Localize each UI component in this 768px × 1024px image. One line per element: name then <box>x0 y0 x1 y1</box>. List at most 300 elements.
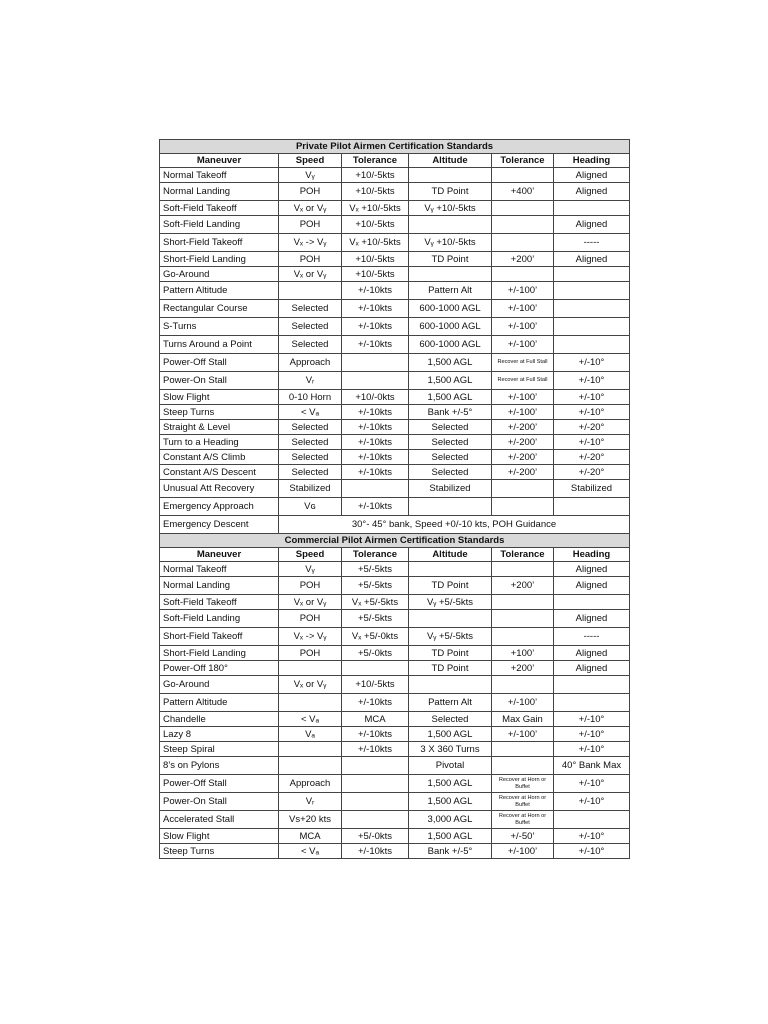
cell-altitude <box>409 498 492 516</box>
cell-heading <box>554 694 630 712</box>
cell-speed-tolerance: +5/-5kts <box>342 610 409 628</box>
cell-maneuver: Chandelle <box>160 712 279 727</box>
table-row <box>160 694 630 712</box>
cell-altitude-tolerance <box>492 201 554 216</box>
table-row <box>160 354 630 372</box>
table-row <box>160 676 630 694</box>
cell-heading <box>554 201 630 216</box>
cell-speed-tolerance: +10/-5kts <box>342 676 409 694</box>
cell-speed <box>279 661 342 676</box>
cell-altitude: Selected <box>409 450 492 465</box>
cell-speed-tolerance <box>342 354 409 372</box>
cell-altitude-tolerance <box>492 742 554 757</box>
cell-maneuver: Lazy 8 <box>160 727 279 742</box>
cell-speed: POH <box>279 183 342 201</box>
cell-altitude-tolerance <box>492 354 554 372</box>
cell-altitude: Vᵧ +10/-5kts <box>409 201 492 216</box>
table-row <box>160 372 630 390</box>
cell-speed-tolerance <box>342 775 409 793</box>
cell-speed-tolerance: +10/-0kts <box>342 390 409 405</box>
cell-speed-tolerance <box>342 811 409 829</box>
cell-heading: +/-10° <box>554 793 630 811</box>
cell-heading: +/-10° <box>554 354 630 372</box>
cell-maneuver: Steep Turns <box>160 405 279 420</box>
cell-maneuver: Slow Flight <box>160 829 279 844</box>
cell-maneuver: Constant A/S Climb <box>160 450 279 465</box>
cell-speed-tolerance: Vₓ +5/-0kts <box>342 628 409 646</box>
cell-maneuver: Power-Off Stall <box>160 354 279 372</box>
cell-altitude-tolerance: +/-100’ <box>492 694 554 712</box>
cell-maneuver: Steep Spiral <box>160 742 279 757</box>
cell-altitude-tolerance: +/-200’ <box>492 450 554 465</box>
cell-speed: POH <box>279 577 342 595</box>
cell-altitude: 1,500 AGL <box>409 354 492 372</box>
cell-speed: Selected <box>279 450 342 465</box>
cell-heading: +/-10° <box>554 405 630 420</box>
cell-maneuver: Go-Around <box>160 676 279 694</box>
cell-heading: +/-10° <box>554 435 630 450</box>
cell-maneuver: Go-Around <box>160 267 279 282</box>
cell-altitude-tolerance: +/-100’ <box>492 300 554 318</box>
cell-altitude: Vᵧ +5/-5kts <box>409 595 492 610</box>
cell-speed-tolerance: +/-10kts <box>342 742 409 757</box>
cell-altitude-tolerance: +100’ <box>492 646 554 661</box>
cell-heading <box>554 676 630 694</box>
table-row <box>160 480 630 498</box>
cell-speed-tolerance: +5/-0kts <box>342 646 409 661</box>
cell-heading <box>554 595 630 610</box>
cell-heading <box>554 811 630 829</box>
cell-maneuver: Slow Flight <box>160 390 279 405</box>
cell-altitude-tolerance: +/-100’ <box>492 844 554 859</box>
cell-altitude: Pattern Alt <box>409 282 492 300</box>
cell-speed: Vᵣ <box>279 372 342 390</box>
cell-maneuver: Power-Off Stall <box>160 775 279 793</box>
cell-speed: Vᵣ <box>279 793 342 811</box>
cell-altitude-tolerance <box>492 793 554 811</box>
cell-heading: Aligned <box>554 577 630 595</box>
cell-maneuver: Short-Field Landing <box>160 646 279 661</box>
cell-altitude-tolerance <box>492 757 554 775</box>
cell-speed-tolerance: Vₓ +10/-5kts <box>342 201 409 216</box>
cell-altitude-tolerance <box>492 498 554 516</box>
cell-speed-tolerance: +10/-5kts <box>342 216 409 234</box>
cell-heading: ----- <box>554 628 630 646</box>
table-row <box>160 562 630 577</box>
cell-altitude: TD Point <box>409 577 492 595</box>
cell-maneuver: Turn to a Heading <box>160 435 279 450</box>
cell-speed: Vₓ or Vᵧ <box>279 201 342 216</box>
header-heading: Heading <box>554 548 630 562</box>
table-row <box>160 390 630 405</box>
cell-speed: Vɢ <box>279 498 342 516</box>
cell-maneuver: Unusual Att Recovery <box>160 480 279 498</box>
cell-maneuver: Emergency Descent <box>160 516 279 534</box>
cell-altitude: 1,500 AGL <box>409 372 492 390</box>
cell-heading <box>554 318 630 336</box>
header-altitude-tolerance: Tolerance <box>492 154 554 168</box>
cell-speed: POH <box>279 216 342 234</box>
cell-heading: Aligned <box>554 252 630 267</box>
cell-speed-tolerance: +10/-5kts <box>342 267 409 282</box>
cell-speed: Selected <box>279 300 342 318</box>
table-row <box>160 465 630 480</box>
cell-speed: Selected <box>279 435 342 450</box>
cell-speed-tolerance: Vₓ +10/-5kts <box>342 234 409 252</box>
recovery-note: Recover at Horn or Buffet <box>498 795 547 808</box>
table-row <box>160 628 630 646</box>
cell-maneuver: Normal Landing <box>160 183 279 201</box>
cell-altitude: 600-1000 AGL <box>409 300 492 318</box>
table-row <box>160 267 630 282</box>
cell-altitude-tolerance: +/-100’ <box>492 318 554 336</box>
cell-speed-tolerance: +/-10kts <box>342 498 409 516</box>
cell-heading <box>554 267 630 282</box>
cell-altitude <box>409 610 492 628</box>
cell-altitude: 600-1000 AGL <box>409 318 492 336</box>
cell-speed: POH <box>279 646 342 661</box>
cell-heading: +/-10° <box>554 829 630 844</box>
cell-maneuver: Short-Field Landing <box>160 252 279 267</box>
cell-heading: +/-10° <box>554 844 630 859</box>
cell-altitude: 1,500 AGL <box>409 727 492 742</box>
private-title-row <box>160 140 630 154</box>
acs-standards-table <box>159 139 630 859</box>
cell-altitude-tolerance: +/-100’ <box>492 405 554 420</box>
table-row <box>160 646 630 661</box>
cell-altitude: 1,500 AGL <box>409 775 492 793</box>
cell-speed-tolerance: +5/-0kts <box>342 829 409 844</box>
cell-heading: Aligned <box>554 216 630 234</box>
cell-speed: Vₓ -> Vᵧ <box>279 628 342 646</box>
cell-altitude-tolerance <box>492 168 554 183</box>
cell-maneuver: Constant A/S Descent <box>160 465 279 480</box>
cell-speed <box>279 282 342 300</box>
cell-speed-tolerance: +/-10kts <box>342 465 409 480</box>
cell-speed: < Vₐ <box>279 405 342 420</box>
table-row <box>160 829 630 844</box>
cell-altitude: 3 X 360 Turns <box>409 742 492 757</box>
cell-maneuver: Straight & Level <box>160 420 279 435</box>
cell-speed: Vₓ -> Vᵧ <box>279 234 342 252</box>
cell-speed-tolerance: +/-10kts <box>342 405 409 420</box>
cell-altitude-tolerance <box>492 610 554 628</box>
header-speed-tolerance: Tolerance <box>342 548 409 562</box>
emergency-descent-guidance: 30°- 45° bank, Speed +0/-10 kts, POH Guidance <box>279 516 630 534</box>
cell-maneuver: Turns Around a Point <box>160 336 279 354</box>
table-row <box>160 216 630 234</box>
cell-maneuver: Short-Field Takeoff <box>160 234 279 252</box>
cell-maneuver: Emergency Approach <box>160 498 279 516</box>
cell-altitude-tolerance: +/-100’ <box>492 336 554 354</box>
cell-altitude: Bank +/-5° <box>409 405 492 420</box>
cell-speed-tolerance: +10/-5kts <box>342 183 409 201</box>
cell-maneuver: Normal Takeoff <box>160 168 279 183</box>
cell-altitude: Stabilized <box>409 480 492 498</box>
cell-heading <box>554 336 630 354</box>
cell-altitude-tolerance <box>492 595 554 610</box>
cell-maneuver: Soft-Field Landing <box>160 216 279 234</box>
cell-altitude <box>409 562 492 577</box>
header-maneuver: Maneuver <box>160 154 279 168</box>
cell-altitude-tolerance: +/-200’ <box>492 435 554 450</box>
cell-altitude: Selected <box>409 435 492 450</box>
cell-altitude: Pivotal <box>409 757 492 775</box>
cell-speed: Vᵧ <box>279 562 342 577</box>
header-speed: Speed <box>279 548 342 562</box>
cell-altitude: Selected <box>409 420 492 435</box>
cell-maneuver: Pattern Altitude <box>160 282 279 300</box>
recovery-note: Recover at Full Stall <box>497 359 548 366</box>
cell-maneuver: Power-Off 180° <box>160 661 279 676</box>
cell-heading: Aligned <box>554 168 630 183</box>
cell-speed-tolerance: +/-10kts <box>342 694 409 712</box>
cell-altitude: 3,000 AGL <box>409 811 492 829</box>
cell-heading: Aligned <box>554 661 630 676</box>
cell-speed: Approach <box>279 775 342 793</box>
cell-altitude-tolerance: Max Gain <box>492 712 554 727</box>
cell-maneuver: Soft-Field Landing <box>160 610 279 628</box>
table-row <box>160 757 630 775</box>
table-row <box>160 282 630 300</box>
cell-altitude: Selected <box>409 465 492 480</box>
table-row <box>160 712 630 727</box>
cell-heading: Aligned <box>554 562 630 577</box>
cell-heading: Aligned <box>554 646 630 661</box>
cell-speed-tolerance: +/-10kts <box>342 844 409 859</box>
cell-speed <box>279 694 342 712</box>
cell-maneuver: Short-Field Takeoff <box>160 628 279 646</box>
cell-speed-tolerance <box>342 793 409 811</box>
cell-speed: Vₓ or Vᵧ <box>279 267 342 282</box>
table-row <box>160 775 630 793</box>
cell-speed: Vₓ or Vᵧ <box>279 676 342 694</box>
cell-altitude: Vᵧ +5/-5kts <box>409 628 492 646</box>
cell-altitude <box>409 676 492 694</box>
cell-speed-tolerance: Vₓ +5/-5kts <box>342 595 409 610</box>
cell-speed-tolerance: +/-10kts <box>342 435 409 450</box>
cell-heading <box>554 282 630 300</box>
cell-heading: +/-10° <box>554 727 630 742</box>
cell-altitude-tolerance: +200’ <box>492 661 554 676</box>
cell-altitude <box>409 216 492 234</box>
cell-speed: Vᵧ <box>279 168 342 183</box>
cell-altitude-tolerance: +/-100’ <box>492 282 554 300</box>
cell-heading: +/-10° <box>554 712 630 727</box>
table-row <box>160 661 630 676</box>
cell-speed-tolerance <box>342 372 409 390</box>
cell-maneuver: Power-On Stall <box>160 793 279 811</box>
cell-altitude-tolerance <box>492 267 554 282</box>
cell-heading: 40° Bank Max <box>554 757 630 775</box>
cell-heading <box>554 300 630 318</box>
cell-speed: Vₓ or Vᵧ <box>279 595 342 610</box>
table-row <box>160 183 630 201</box>
cell-altitude: Selected <box>409 712 492 727</box>
table-row <box>160 435 630 450</box>
cell-altitude-tolerance: +400’ <box>492 183 554 201</box>
commercial-title-row <box>160 534 630 548</box>
cell-heading <box>554 498 630 516</box>
cell-speed <box>279 742 342 757</box>
cell-speed: Selected <box>279 420 342 435</box>
cell-altitude-tolerance: +/-50’ <box>492 829 554 844</box>
cell-speed: Stabilized <box>279 480 342 498</box>
cell-speed-tolerance: +/-10kts <box>342 318 409 336</box>
table-row <box>160 318 630 336</box>
cell-altitude-tolerance: +/-200’ <box>492 465 554 480</box>
cell-altitude-tolerance <box>492 216 554 234</box>
cell-heading: +/-20° <box>554 465 630 480</box>
cell-speed-tolerance <box>342 757 409 775</box>
header-speed-tolerance: Tolerance <box>342 154 409 168</box>
table-row <box>160 201 630 216</box>
table-row <box>160 252 630 267</box>
cell-speed-tolerance: MCA <box>342 712 409 727</box>
cell-altitude-tolerance: +/-200’ <box>492 420 554 435</box>
cell-heading: +/-10° <box>554 742 630 757</box>
cell-heading: +/-10° <box>554 372 630 390</box>
emergency-descent-row <box>160 516 630 534</box>
cell-speed-tolerance <box>342 661 409 676</box>
cell-altitude-tolerance <box>492 234 554 252</box>
table-row <box>160 405 630 420</box>
cell-maneuver: Soft-Field Takeoff <box>160 201 279 216</box>
cell-speed: Selected <box>279 465 342 480</box>
cell-speed: Selected <box>279 336 342 354</box>
cell-speed-tolerance <box>342 480 409 498</box>
cell-speed-tolerance: +10/-5kts <box>342 252 409 267</box>
cell-altitude: Bank +/-5° <box>409 844 492 859</box>
cell-speed: < Vₐ <box>279 712 342 727</box>
cell-altitude-tolerance: +/-100’ <box>492 727 554 742</box>
cell-maneuver: Normal Takeoff <box>160 562 279 577</box>
cell-altitude <box>409 267 492 282</box>
cell-speed: Vₐ <box>279 727 342 742</box>
cell-maneuver: Rectangular Course <box>160 300 279 318</box>
table-row <box>160 450 630 465</box>
table-row <box>160 168 630 183</box>
cell-altitude-tolerance <box>492 811 554 829</box>
header-speed: Speed <box>279 154 342 168</box>
cell-altitude-tolerance <box>492 676 554 694</box>
table-row <box>160 844 630 859</box>
cell-altitude-tolerance <box>492 628 554 646</box>
cell-maneuver: Normal Landing <box>160 577 279 595</box>
table-row <box>160 742 630 757</box>
cell-altitude-tolerance <box>492 562 554 577</box>
cell-altitude-tolerance <box>492 480 554 498</box>
cell-altitude: 1,500 AGL <box>409 390 492 405</box>
header-altitude: Altitude <box>409 548 492 562</box>
cell-speed-tolerance: +/-10kts <box>342 727 409 742</box>
cell-maneuver: 8’s on Pylons <box>160 757 279 775</box>
table-row <box>160 300 630 318</box>
cell-speed: POH <box>279 252 342 267</box>
cell-altitude <box>409 168 492 183</box>
cell-altitude: 1,500 AGL <box>409 793 492 811</box>
cell-speed-tolerance: +/-10kts <box>342 300 409 318</box>
cell-speed: Approach <box>279 354 342 372</box>
cell-maneuver: Steep Turns <box>160 844 279 859</box>
table-row <box>160 234 630 252</box>
recovery-note: Recover at Full Stall <box>497 377 548 384</box>
recovery-note: Recover at Horn or Buffet <box>498 813 547 826</box>
cell-speed: MCA <box>279 829 342 844</box>
table-row <box>160 610 630 628</box>
cell-speed-tolerance: +/-10kts <box>342 282 409 300</box>
cell-speed: 0-10 Horn <box>279 390 342 405</box>
cell-altitude-tolerance: +/-100’ <box>492 390 554 405</box>
cell-altitude-tolerance: +200’ <box>492 252 554 267</box>
table-body <box>160 140 630 859</box>
cell-speed: < Vₐ <box>279 844 342 859</box>
cell-heading: +/-10° <box>554 775 630 793</box>
cell-maneuver: Soft-Field Takeoff <box>160 595 279 610</box>
table-row <box>160 336 630 354</box>
table-row <box>160 498 630 516</box>
table-row <box>160 793 630 811</box>
cell-speed-tolerance: +/-10kts <box>342 420 409 435</box>
header-altitude-tolerance: Tolerance <box>492 548 554 562</box>
cell-maneuver: Accelerated Stall <box>160 811 279 829</box>
cell-heading: Aligned <box>554 183 630 201</box>
header-maneuver: Maneuver <box>160 548 279 562</box>
cell-speed-tolerance: +5/-5kts <box>342 577 409 595</box>
cell-maneuver: S-Turns <box>160 318 279 336</box>
cell-speed: Selected <box>279 318 342 336</box>
cell-altitude: TD Point <box>409 661 492 676</box>
private-title: Private Pilot Airmen Certification Standards <box>160 140 630 154</box>
cell-altitude: Pattern Alt <box>409 694 492 712</box>
recovery-note: Recover at Horn or Buffet <box>498 777 547 790</box>
cell-altitude-tolerance: +200’ <box>492 577 554 595</box>
cell-heading: +/-10° <box>554 390 630 405</box>
cell-speed-tolerance: +5/-5kts <box>342 562 409 577</box>
cell-altitude: TD Point <box>409 252 492 267</box>
cell-maneuver: Power-On Stall <box>160 372 279 390</box>
cell-heading: Aligned <box>554 610 630 628</box>
header-heading: Heading <box>554 154 630 168</box>
cell-heading: +/-20° <box>554 450 630 465</box>
table-row <box>160 420 630 435</box>
cell-speed: POH <box>279 610 342 628</box>
cell-speed-tolerance: +/-10kts <box>342 450 409 465</box>
cell-heading: Stabilized <box>554 480 630 498</box>
cell-altitude: 600-1000 AGL <box>409 336 492 354</box>
header-altitude: Altitude <box>409 154 492 168</box>
cell-altitude: Vᵧ +10/-5kts <box>409 234 492 252</box>
table-row <box>160 577 630 595</box>
cell-speed-tolerance: +10/-5kts <box>342 168 409 183</box>
private-header-row <box>160 154 630 168</box>
table-row <box>160 727 630 742</box>
table-row <box>160 811 630 829</box>
cell-speed <box>279 757 342 775</box>
cell-heading: +/-20° <box>554 420 630 435</box>
cell-altitude: TD Point <box>409 183 492 201</box>
cell-heading: ----- <box>554 234 630 252</box>
cell-altitude: 1,500 AGL <box>409 829 492 844</box>
cell-altitude: TD Point <box>409 646 492 661</box>
commercial-title: Commercial Pilot Airmen Certification Standards <box>160 534 630 548</box>
cell-maneuver: Pattern Altitude <box>160 694 279 712</box>
cell-speed: Vs+20 kts <box>279 811 342 829</box>
cell-altitude-tolerance <box>492 372 554 390</box>
table-row <box>160 595 630 610</box>
commercial-header-row <box>160 548 630 562</box>
cell-speed-tolerance: +/-10kts <box>342 336 409 354</box>
